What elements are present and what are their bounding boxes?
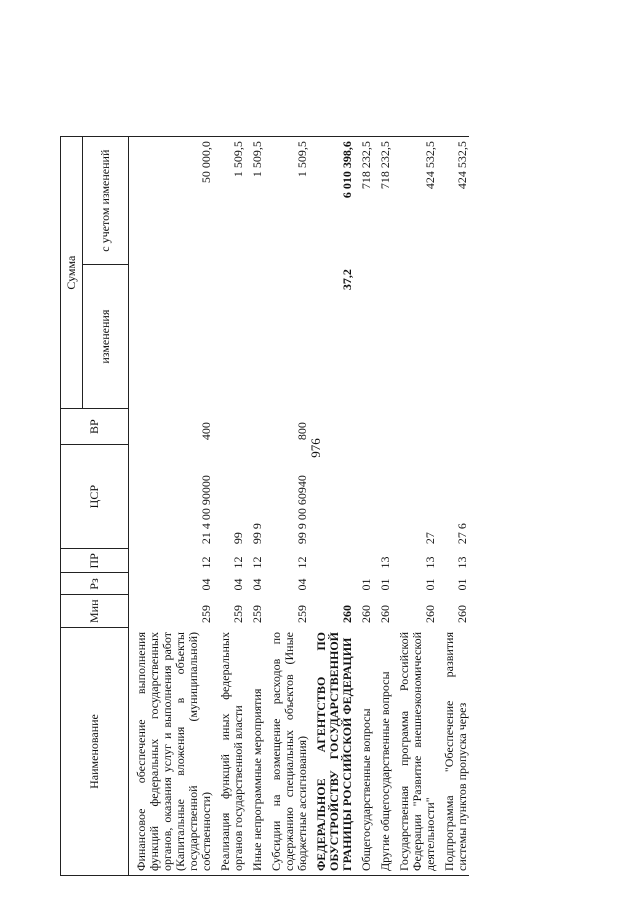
total-cell: 50 000,0	[135, 137, 213, 265]
change-cell: 37,2	[340, 269, 354, 291]
total-cell: 6 010 398,6	[315, 137, 354, 265]
vr-cell	[251, 409, 264, 445]
total-cell: 718 232,5	[379, 137, 392, 265]
pr-cell: 12	[231, 556, 245, 569]
change-cell	[360, 265, 373, 409]
total-cell: 424 532,5	[443, 137, 469, 265]
header-pr: ПР	[61, 549, 129, 573]
name-cell: Общегосударственные вопросы	[360, 628, 373, 876]
rz-cell: 01	[455, 578, 469, 591]
rz-cell: 04	[199, 578, 213, 591]
csr-cell: 99 9	[250, 523, 264, 545]
change-cell	[443, 265, 469, 409]
header-min: Мин	[61, 595, 129, 628]
header-name: Наименование	[61, 628, 129, 876]
header-csr: ЦСР	[61, 445, 129, 549]
min-cell: 260	[455, 605, 469, 623]
name-cell: Подпрограмма "Обеспечение развития системы пунктов пропуска через	[443, 628, 469, 876]
name-cell: Финансовое обеспечение выполнения функций федеральных государственных органов, оказания услуг и выполнения работ (Капитальные вложения в объекты государственной (муниципальной) собственности)	[135, 628, 213, 876]
rz-cell: 01	[378, 578, 392, 591]
csr-cell	[360, 445, 373, 549]
table-row	[315, 137, 354, 876]
total-cell: 1 509,5	[251, 137, 264, 265]
change-cell	[270, 265, 309, 409]
pr-cell: 13	[455, 556, 469, 569]
min-cell: 259	[250, 605, 264, 623]
table-row	[270, 137, 309, 876]
pr-cell	[360, 549, 373, 573]
rz-cell: 04	[231, 578, 245, 591]
min-cell: 259	[295, 605, 309, 623]
rz-cell: 01	[359, 578, 373, 591]
change-cell	[251, 265, 264, 409]
min-cell: 259	[199, 605, 213, 623]
csr-cell: 99	[231, 532, 245, 545]
table-row	[443, 137, 469, 876]
vr-cell	[443, 409, 469, 445]
table-row	[379, 137, 392, 876]
change-cell	[398, 265, 437, 409]
csr-cell: 21 4 00 90000	[199, 475, 213, 545]
name-cell: Государственная программа Российской Федерации "Развитие внешнеэкономической деятельности"	[398, 628, 437, 876]
pr-cell: 13	[378, 556, 392, 569]
csr-cell	[315, 445, 354, 549]
pr-cell: 12	[295, 556, 309, 569]
total-cell: 718 232,5	[360, 137, 373, 265]
name-cell: ФЕДЕРАЛЬНОЕ АГЕНТСТВО ПО ОБУСТРОЙСТВУ ГОСУДАРСТВЕННОЙ ГРАНИЦЫ РОССИЙСКОЙ ФЕДЕРАЦИИ	[315, 628, 354, 876]
rz-cell: 04	[250, 578, 264, 591]
change-cell	[219, 265, 245, 409]
total-cell: 1 509,5	[219, 137, 245, 265]
csr-cell: 27 6	[455, 523, 469, 545]
name-cell: Реализация функций иных федеральных органов государственной власти	[219, 628, 245, 876]
page-number: 976	[307, 438, 323, 458]
min-cell: 259	[231, 605, 245, 623]
rz-cell	[315, 573, 354, 595]
vr-cell	[360, 409, 373, 445]
header-with-changes: с учетом изменений	[83, 137, 129, 265]
min-cell: 260	[359, 605, 373, 623]
vr-cell: 400	[199, 422, 213, 441]
rotated-page	[60, 36, 580, 876]
min-cell: 260	[378, 605, 392, 623]
name-cell: Другие общегосударственные вопросы	[379, 628, 392, 876]
table-body	[129, 137, 470, 876]
vr-cell	[379, 409, 392, 445]
name-cell: Иные непрограммные мероприятия	[251, 628, 264, 876]
csr-cell: 99 9 00 60940	[295, 475, 309, 545]
header-sum: Сумма	[61, 137, 83, 409]
min-cell: 260	[340, 605, 354, 623]
change-cell	[135, 265, 213, 409]
min-cell: 260	[423, 605, 437, 623]
pr-cell: 13	[423, 556, 437, 569]
name-cell: Субсидии на возмещение расходов по содержанию специальных объектов (Иные бюджетные ассигнования)	[270, 628, 309, 876]
vr-cell	[398, 409, 437, 445]
vr-cell	[315, 409, 354, 445]
vr-cell: 800	[295, 422, 309, 441]
table-row	[251, 137, 264, 876]
change-cell	[379, 265, 392, 409]
pr-cell	[315, 549, 354, 573]
header-changes: изменения	[83, 265, 129, 409]
table-row	[219, 137, 245, 876]
total-cell: 1 509,5	[270, 137, 309, 265]
total-cell: 424 532,5	[398, 137, 437, 265]
pr-cell: 12	[250, 556, 264, 569]
csr-cell	[379, 445, 392, 549]
table-row	[360, 137, 373, 876]
csr-cell: 27	[423, 532, 437, 545]
table-row	[398, 137, 437, 876]
budget-table	[60, 136, 469, 876]
rz-cell: 04	[295, 578, 309, 591]
table-row	[135, 137, 213, 876]
rz-cell: 01	[423, 578, 437, 591]
vr-cell	[219, 409, 245, 445]
header-rz: Рз	[61, 573, 129, 595]
header-vr: ВР	[61, 409, 129, 445]
pr-cell: 12	[199, 556, 213, 569]
